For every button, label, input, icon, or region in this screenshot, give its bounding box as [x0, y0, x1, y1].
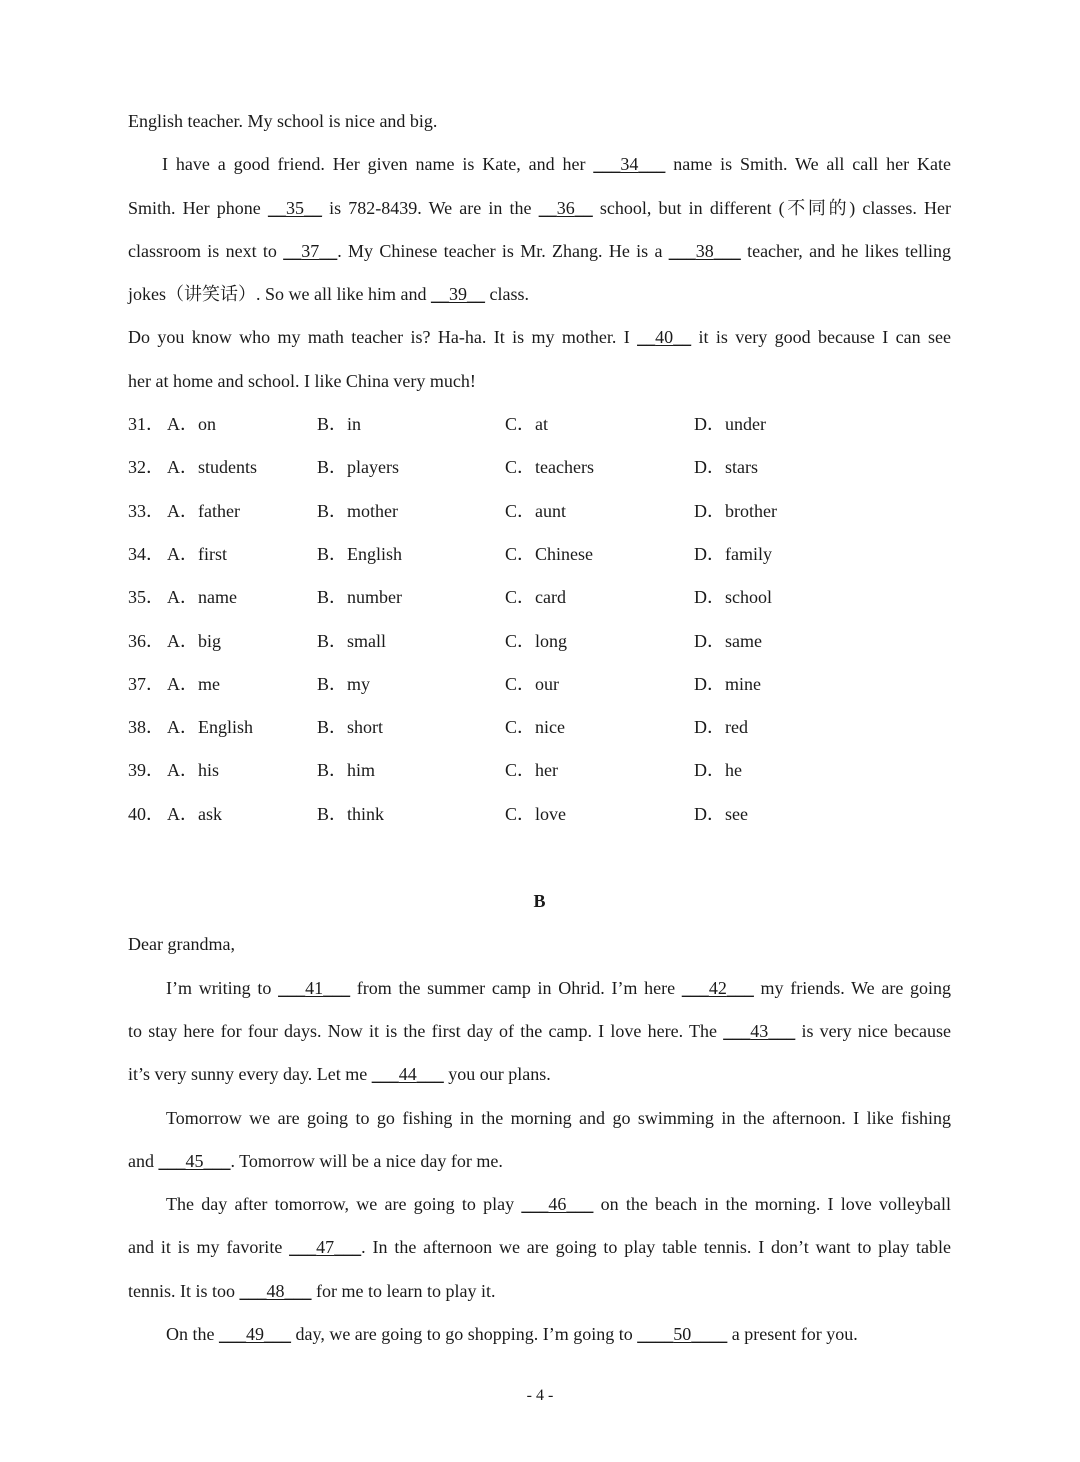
option-d: D．family	[694, 543, 772, 564]
option-d: D．same	[694, 630, 762, 651]
document-page	[128, 100, 951, 1356]
passage-text: . In the afternoon we are going to play table tennis. I don’t want to play table	[361, 1237, 952, 1258]
blank-38: ___38___	[668, 240, 741, 261]
passage-text: Smith. Her phone	[128, 197, 261, 218]
option-a: A．big	[167, 630, 221, 651]
question-number: 37．	[128, 673, 164, 694]
option-c: C．teachers	[505, 457, 594, 478]
question-row	[128, 620, 951, 663]
question-number: 32．	[128, 457, 164, 478]
section-title: B	[533, 891, 546, 912]
passage-text: on the beach in the morning. I love volleyball	[600, 1194, 952, 1215]
passage-text: my friends. We are going	[760, 977, 952, 998]
option-b: B．number	[317, 587, 402, 608]
passage-text: teacher, and he likes telling	[747, 240, 952, 261]
passage-text: is very nice because	[801, 1020, 952, 1041]
blank-47: ___47___	[289, 1237, 362, 1258]
passage-line	[128, 143, 951, 186]
passage-text: it’s very sunny every day. Let me	[128, 1064, 368, 1085]
question-row	[128, 533, 951, 576]
passage-line	[128, 1270, 951, 1313]
option-a: A．his	[167, 760, 220, 781]
blank-46: ___46___	[521, 1194, 594, 1215]
passage-text: Tomorrow we are going to go fishing in the morning and go swimming in the afternoon. I like fishing	[166, 1107, 951, 1128]
option-d: D．see	[694, 803, 748, 824]
passage-text: name is Smith. We all call her Kate	[673, 154, 951, 175]
passage-text: it is very good because I can see	[698, 327, 951, 348]
passage-text: classroom is next to	[128, 240, 277, 261]
passage-text: tennis. It is too	[128, 1280, 235, 1301]
option-c: C．her	[505, 760, 558, 781]
blank-37: __37__	[283, 240, 338, 261]
blank-44: ___44___	[371, 1064, 444, 1085]
option-b: B．short	[317, 717, 384, 738]
question-row	[128, 793, 951, 836]
blank-50: ____50____	[637, 1324, 728, 1345]
spacer	[128, 836, 951, 880]
question-row	[128, 490, 951, 533]
option-c: C．card	[505, 587, 566, 608]
question-number: 33．	[128, 500, 164, 521]
question-number: 40．	[128, 803, 164, 824]
passage-text: day, we are going to go shopping. I’m going to	[295, 1324, 633, 1345]
passage-line	[128, 273, 951, 316]
question-row	[128, 446, 951, 489]
letter-greeting	[128, 923, 951, 966]
option-a: A．me	[167, 673, 220, 694]
passage-text: to stay here for four days. Now it is the first day of the camp. I love here. The	[128, 1020, 717, 1041]
option-b: B．mother	[317, 500, 398, 521]
blank-40: __40__	[637, 327, 692, 348]
option-b: B．think	[317, 803, 385, 824]
passage-line	[128, 967, 951, 1010]
question-row	[128, 403, 951, 446]
passage-line	[128, 1053, 951, 1096]
option-c: C．aunt	[505, 500, 566, 521]
passage-text: . My Chinese teacher is Mr. Zhang. He is a	[337, 240, 663, 261]
question-row	[128, 749, 951, 792]
passage-text: English teacher. My school is nice and big.	[128, 111, 438, 131]
option-a: A．ask	[167, 803, 222, 824]
blank-35: __35__	[267, 197, 322, 218]
question-number: 34．	[128, 543, 164, 564]
option-b: B．in	[317, 414, 362, 435]
option-c: C．long	[505, 630, 568, 651]
option-a: A．name	[167, 587, 237, 608]
passage-line	[128, 1010, 951, 1053]
passage-text: from the summer camp in Ohrid. I’m here	[356, 977, 676, 998]
question-number: 38．	[128, 717, 164, 738]
option-a: A．students	[167, 457, 257, 478]
option-d: D．he	[694, 760, 742, 781]
question-number: 36．	[128, 630, 164, 651]
passage-text: I have a good friend. Her given name is Kate, and her	[162, 154, 586, 175]
blank-49: ___49___	[219, 1324, 291, 1345]
passage-line	[128, 360, 951, 403]
option-d: D．school	[694, 587, 772, 608]
option-d: D．stars	[694, 457, 758, 478]
option-d: D．red	[694, 717, 748, 738]
passage-text: jokes（讲笑话）. So we all like him and	[128, 284, 427, 305]
passage-text: On the	[166, 1324, 215, 1345]
passage-line	[128, 1183, 951, 1226]
question-options-list	[128, 403, 951, 836]
option-b: B．him	[317, 760, 376, 781]
passage-line	[128, 1140, 951, 1183]
page-number: - 4 -	[526, 1387, 554, 1404]
option-c: C．Chinese	[505, 543, 593, 564]
passage-text: a present for you.	[731, 1324, 858, 1345]
option-b: B．players	[317, 457, 399, 478]
passage-text: class.	[489, 284, 529, 305]
passage-text: Dear grandma,	[128, 934, 235, 955]
passage-text: I’m writing to	[166, 977, 272, 998]
passage-text: you our plans.	[448, 1064, 551, 1085]
passage-line	[128, 1226, 951, 1269]
option-b: B．English	[317, 543, 403, 564]
question-number: 31．	[128, 414, 164, 435]
passage-text: The day after tomorrow, we are going to play	[166, 1194, 515, 1215]
option-a: A．English	[167, 717, 254, 738]
option-d: D．brother	[694, 500, 777, 521]
passage-text: school, but in different (不同的) classes. Her	[599, 197, 951, 218]
option-a: A．father	[167, 500, 240, 521]
passage-text: and	[128, 1150, 154, 1171]
question-row	[128, 663, 951, 706]
blank-45: ___45___	[158, 1150, 231, 1171]
option-b: B．small	[317, 630, 387, 651]
passage-text: her at home and school. I like China very much!	[128, 370, 476, 391]
blank-39: __39__	[430, 284, 485, 305]
passage-line	[128, 1313, 951, 1356]
blank-48: ___48___	[239, 1280, 312, 1301]
blank-36: __36__	[538, 197, 593, 218]
question-number: 39．	[128, 760, 164, 781]
blank-42: ___42___	[681, 977, 754, 998]
passage-line	[128, 187, 951, 230]
passage-line	[128, 100, 951, 143]
option-d: D．mine	[694, 673, 761, 694]
option-c: C．love	[505, 803, 566, 824]
option-a: A．on	[167, 414, 216, 435]
option-c: C．our	[505, 673, 559, 694]
passage-line	[128, 230, 951, 273]
passage-text: . Tomorrow will be a nice day for me.	[230, 1150, 503, 1171]
passage-text: and it is my favorite	[128, 1237, 283, 1258]
option-a: A．first	[167, 543, 227, 564]
blank-34: ___34___	[593, 154, 666, 175]
option-c: C．at	[505, 414, 548, 435]
blank-43: ___43___	[723, 1020, 796, 1041]
option-d: D．under	[694, 414, 766, 435]
passage-text: Do you know who my math teacher is? Ha-ha. It is my mother. I	[128, 327, 630, 348]
question-number: 35．	[128, 587, 164, 608]
passage-line	[128, 1097, 951, 1140]
option-b: B．my	[317, 673, 371, 694]
passage-line	[128, 316, 951, 359]
passage-text: for me to learn to play it.	[316, 1280, 496, 1301]
question-row	[128, 706, 951, 749]
passage-text: is 782-8439. We are in the	[329, 197, 532, 218]
option-c: C．nice	[505, 717, 565, 738]
question-row	[128, 576, 951, 619]
blank-41: ___41___	[278, 977, 351, 998]
